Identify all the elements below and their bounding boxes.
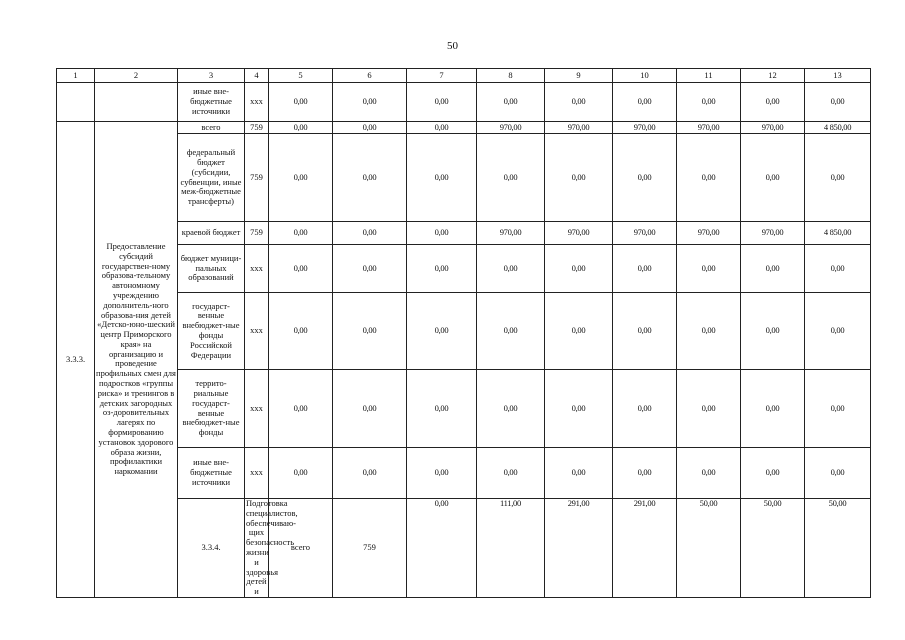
value-cell: 0,00 <box>407 499 477 598</box>
value-cell: 0,00 <box>407 245 477 293</box>
value-cell: 111,00 <box>477 499 545 598</box>
funding-source: краевой бюджет <box>178 222 245 245</box>
value-cell: 50,00 <box>741 499 805 598</box>
value-cell: 0,00 <box>269 134 333 222</box>
value-cell: 0,00 <box>805 448 871 499</box>
value-cell: 0,00 <box>613 370 677 448</box>
row-description <box>95 83 178 122</box>
value-cell: 0,00 <box>613 448 677 499</box>
value-cell: 0,00 <box>545 83 613 122</box>
value-cell: 0,00 <box>477 370 545 448</box>
budget-code: ххх <box>245 293 269 370</box>
row-code: 3.3.4. <box>178 499 245 598</box>
value-cell: 0,00 <box>477 134 545 222</box>
table-row <box>57 499 871 598</box>
value-cell: 0,00 <box>269 448 333 499</box>
budget-code: 759 <box>245 222 269 245</box>
funding-source: всего <box>178 122 245 134</box>
table-row <box>57 134 871 222</box>
value-cell: 0,00 <box>613 83 677 122</box>
value-cell: 0,00 <box>333 83 407 122</box>
table-row <box>57 222 871 245</box>
budget-code: ххх <box>245 448 269 499</box>
funding-source: террито-риальные государст-венные внебюджет-ные фонды <box>178 370 245 448</box>
column-number-1: 1 <box>57 69 95 83</box>
value-cell: 0,00 <box>741 448 805 499</box>
value-cell: 0,00 <box>741 134 805 222</box>
funding-source: бюджет муници-пальных образований <box>178 245 245 293</box>
column-number-3: 3 <box>178 69 245 83</box>
table-row <box>57 293 871 370</box>
value-cell: 970,00 <box>613 122 677 134</box>
table-body <box>57 83 871 598</box>
value-cell: 0,00 <box>677 293 741 370</box>
value-cell: 0,00 <box>407 448 477 499</box>
value-cell: 970,00 <box>741 122 805 134</box>
value-cell: 970,00 <box>545 122 613 134</box>
value-cell: 0,00 <box>613 245 677 293</box>
column-number-8: 8 <box>477 69 545 83</box>
value-cell: 0,00 <box>741 293 805 370</box>
value-cell: 291,00 <box>613 499 677 598</box>
budget-code: ххх <box>245 370 269 448</box>
value-cell: 970,00 <box>477 122 545 134</box>
column-number-12: 12 <box>741 69 805 83</box>
column-number-11: 11 <box>677 69 741 83</box>
value-cell: 0,00 <box>333 122 407 134</box>
page-number: 50 <box>447 40 458 52</box>
value-cell: 50,00 <box>677 499 741 598</box>
value-cell: 970,00 <box>477 222 545 245</box>
value-cell: 0,00 <box>269 370 333 448</box>
value-cell: 0,00 <box>407 222 477 245</box>
value-cell: 0,00 <box>613 293 677 370</box>
value-cell: 0,00 <box>545 293 613 370</box>
value-cell: 50,00 <box>805 499 871 598</box>
budget-code: 759 <box>333 499 407 598</box>
value-cell: 0,00 <box>545 245 613 293</box>
column-number-row <box>57 69 871 83</box>
value-cell: 0,00 <box>545 448 613 499</box>
value-cell: 970,00 <box>677 122 741 134</box>
row-description: Предоставление субсидий государствен-ному образова-тельному автономному учреждению дополнитель-ного образова-ния детей «Детско-юно-шеский центр Приморского края» на организацию и проведение профильных смен для подростков «группы риска» и тренингов в детских загородных оз-доровительных лагерях по формированию установок здорового образа жизни, профилактики наркомании <box>95 122 178 598</box>
table-row <box>57 83 871 122</box>
value-cell: 0,00 <box>805 245 871 293</box>
table-row <box>57 245 871 293</box>
column-number-2: 2 <box>95 69 178 83</box>
value-cell: 0,00 <box>613 134 677 222</box>
value-cell: 0,00 <box>741 83 805 122</box>
value-cell: 0,00 <box>477 448 545 499</box>
budget-code: ххх <box>245 83 269 122</box>
column-number-5: 5 <box>269 69 333 83</box>
budget-code: 759 <box>245 122 269 134</box>
value-cell: 970,00 <box>545 222 613 245</box>
value-cell: 0,00 <box>805 293 871 370</box>
value-cell: 0,00 <box>333 448 407 499</box>
value-cell: 0,00 <box>407 122 477 134</box>
column-number-13: 13 <box>805 69 871 83</box>
value-cell: 0,00 <box>269 83 333 122</box>
value-cell: 970,00 <box>613 222 677 245</box>
value-cell: 0,00 <box>333 293 407 370</box>
value-cell: 0,00 <box>677 370 741 448</box>
value-cell: 0,00 <box>741 245 805 293</box>
value-cell: 4 850,00 <box>805 222 871 245</box>
value-cell: 0,00 <box>407 134 477 222</box>
row-description: Подготовка специалистов, обеспечиваю-щих безопасность жизни и здоровья детей и <box>246 498 298 597</box>
value-cell: 0,00 <box>805 134 871 222</box>
table-row <box>57 370 871 448</box>
value-cell: 0,00 <box>407 370 477 448</box>
value-cell: 970,00 <box>741 222 805 245</box>
value-cell: 4 850,00 <box>805 122 871 134</box>
value-cell: 0,00 <box>545 370 613 448</box>
funding-source: государст-венные внебюджет-ные фонды Российской Федерации <box>178 293 245 370</box>
value-cell: 0,00 <box>333 222 407 245</box>
value-cell: 0,00 <box>477 83 545 122</box>
column-number-6: 6 <box>333 69 407 83</box>
table-row <box>57 122 871 134</box>
value-cell: 0,00 <box>677 134 741 222</box>
value-cell: 0,00 <box>333 134 407 222</box>
value-cell: 0,00 <box>407 293 477 370</box>
value-cell: 0,00 <box>805 370 871 448</box>
value-cell: 0,00 <box>269 222 333 245</box>
funding-source: иные вне-бюджетные источники <box>178 83 245 122</box>
value-cell: 0,00 <box>805 83 871 122</box>
value-cell: 0,00 <box>407 83 477 122</box>
budget-table <box>56 68 871 598</box>
value-cell: 0,00 <box>741 370 805 448</box>
value-cell: 970,00 <box>677 222 741 245</box>
funding-source: федеральный бюджет (субсидии, субвенции, иные меж-бюджетные трансферты) <box>178 134 245 222</box>
column-number-7: 7 <box>407 69 477 83</box>
table-row <box>57 448 871 499</box>
value-cell: 0,00 <box>677 245 741 293</box>
value-cell: 0,00 <box>333 245 407 293</box>
row-code: 3.3.3. <box>57 122 95 598</box>
value-cell: 0,00 <box>477 293 545 370</box>
value-cell: 0,00 <box>269 293 333 370</box>
column-number-9: 9 <box>545 69 613 83</box>
column-number-4: 4 <box>245 69 269 83</box>
value-cell: 0,00 <box>333 370 407 448</box>
value-cell: 0,00 <box>477 245 545 293</box>
row-code <box>57 83 95 122</box>
value-cell: 0,00 <box>545 134 613 222</box>
funding-source: всего <box>269 499 333 598</box>
budget-code: ххх <box>245 245 269 293</box>
funding-source: иные вне-бюджетные источники <box>178 448 245 499</box>
column-number-10: 10 <box>613 69 677 83</box>
value-cell: 0,00 <box>677 83 741 122</box>
value-cell: 0,00 <box>677 448 741 499</box>
value-cell: 0,00 <box>269 245 333 293</box>
budget-code: 759 <box>245 134 269 222</box>
value-cell: 291,00 <box>545 499 613 598</box>
value-cell: 0,00 <box>269 122 333 134</box>
